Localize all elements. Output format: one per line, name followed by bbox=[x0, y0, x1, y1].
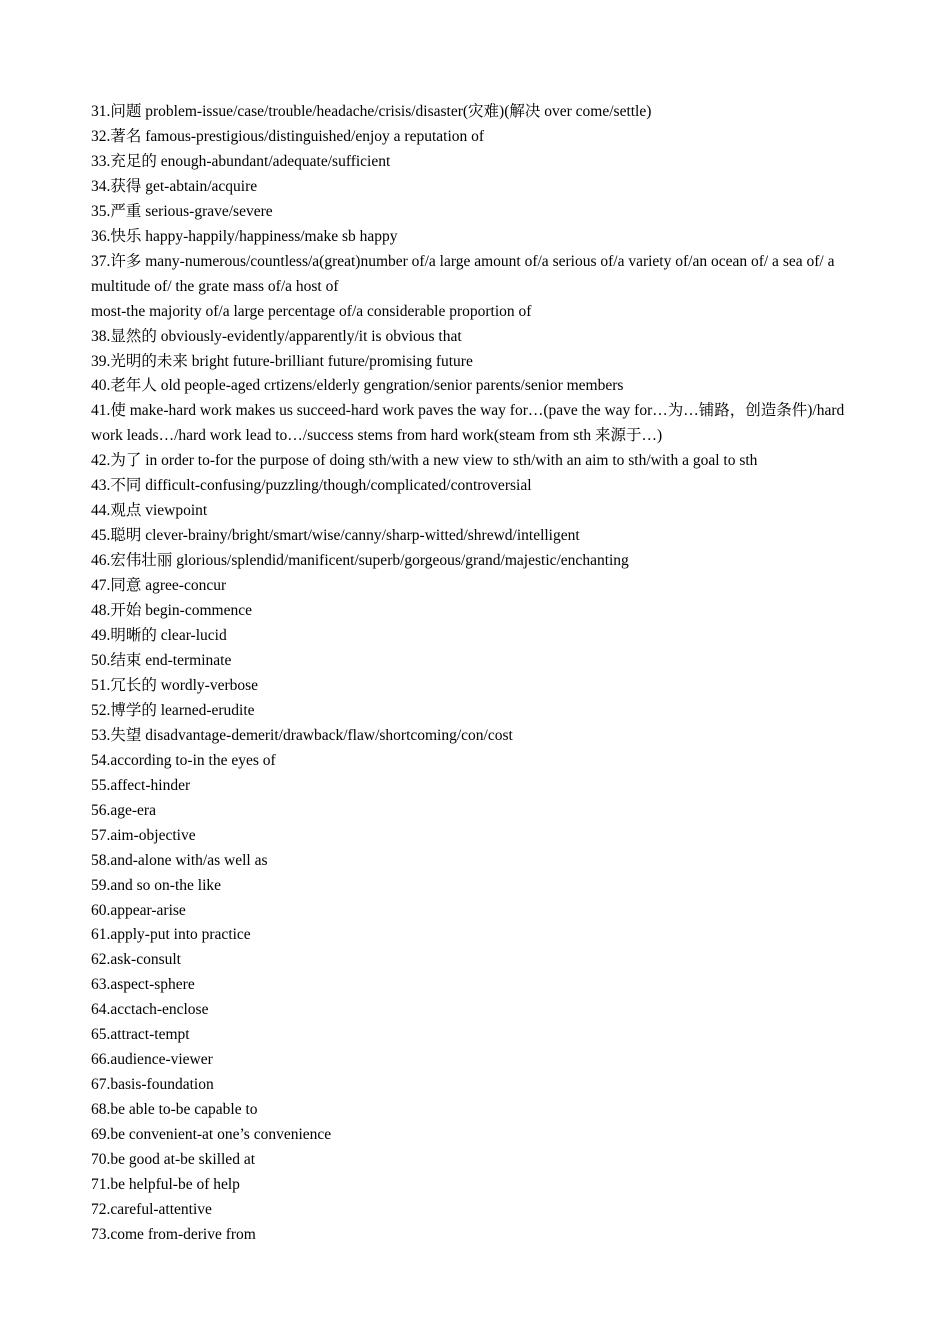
entry-35: 35.严重 serious-grave/severe bbox=[91, 202, 273, 220]
entry-71: 71.be helpful-be of help bbox=[91, 1175, 240, 1193]
entry-46: 46.宏伟壮丽 glorious/splendid/manificent/superb/gorgeous/grand/majestic/enchanting bbox=[91, 552, 629, 570]
entry-63: 63.aspect-sphere bbox=[91, 976, 195, 994]
entry-37-continued: most-the majority of/a large percentage of/a considerable proportion of bbox=[91, 302, 532, 320]
entry-52: 52.博学的 learned-erudite bbox=[91, 701, 255, 719]
entry-39: 39.光明的未来 bright future-brilliant future/promising future bbox=[91, 352, 473, 370]
entry-34: 34.获得 get-abtain/acquire bbox=[91, 177, 258, 195]
entry-51: 51.冗长的 wordly-verbose bbox=[91, 676, 259, 694]
entry-38: 38.显然的 obviously-evidently/apparently/it is obvious that bbox=[91, 327, 462, 345]
entry-58: 58.and-alone with/as well as bbox=[91, 851, 268, 869]
entry-50: 50.结束 end-terminate bbox=[91, 651, 232, 669]
entry-62: 62.ask-consult bbox=[91, 951, 181, 969]
entry-66: 66.audience-viewer bbox=[91, 1051, 213, 1069]
entry-67: 67.basis-foundation bbox=[91, 1076, 214, 1094]
entry-40: 40.老年人 old people-aged crtizens/elderly gengration/senior parents/senior members bbox=[91, 377, 624, 395]
document-page bbox=[91, 100, 871, 1248]
entry-56: 56.age-era bbox=[91, 801, 156, 819]
entry-72: 72.careful-attentive bbox=[91, 1200, 212, 1218]
entry-31: 31.问题 problem-issue/case/trouble/headache/crisis/disaster(灾难)(解决 over come/settle) bbox=[91, 103, 652, 120]
entry-48: 48.开始 begin-commence bbox=[91, 602, 252, 620]
entry-33: 33.充足的 enough-abundant/adequate/sufficient bbox=[91, 152, 391, 170]
entry-32: 32.著名 famous-prestigious/distinguished/enjoy a reputation of bbox=[91, 127, 485, 145]
entry-59: 59.and so on-the like bbox=[91, 876, 222, 894]
entry-55: 55.affect-hinder bbox=[91, 776, 191, 794]
entry-68: 68.be able to-be capable to bbox=[91, 1101, 258, 1119]
entry-53: 53.失望 disadvantage-demerit/drawback/flaw/shortcoming/con/cost bbox=[91, 726, 513, 744]
entry-45: 45.聪明 clever-brainy/bright/smart/wise/canny/sharp-witted/shrewd/intelligent bbox=[91, 527, 580, 545]
entry-42: 42.为了 in order to-for the purpose of doing sth/with a new view to sth/with an aim to sth/with a goal to sth bbox=[91, 452, 758, 470]
entry-44: 44.观点 viewpoint bbox=[91, 502, 208, 520]
entry-61: 61.apply-put into practice bbox=[91, 926, 251, 944]
entry-64: 64.acctach-enclose bbox=[91, 1001, 209, 1019]
entry-37: 37.许多 many-numerous/countless/a(great)number of/a large amount of/a serious of/a variety of/an ocean of/ a sea of/ a multitude of/ the grate mass of/a host of bbox=[91, 252, 835, 295]
entry-36: 36.快乐 happy-happily/happiness/make sb happy bbox=[91, 227, 398, 245]
entry-60: 60.appear-arise bbox=[91, 901, 186, 919]
entry-47: 47.同意 agree-concur bbox=[91, 577, 227, 595]
entry-49: 49.明晰的 clear-lucid bbox=[91, 627, 227, 645]
entry-70: 70.be good at-be skilled at bbox=[91, 1151, 255, 1169]
entry-57: 57.aim-objective bbox=[91, 826, 196, 844]
entry-69: 69.be convenient-at one’s convenience bbox=[91, 1126, 332, 1144]
entry-43: 43.不同 difficult-confusing/puzzling/though/complicated/controversial bbox=[91, 477, 532, 495]
entry-73: 73.come from-derive from bbox=[91, 1225, 256, 1243]
entry-41: 41.使 make-hard work makes us succeed-hard work paves the way for…(pave the way for…为…铺路，创造条件)/hard work leads…/hard work lead to…/success stems from hard work(steam from sth 来源于…) bbox=[91, 402, 845, 445]
entry-54: 54.according to-in the eyes of bbox=[91, 751, 276, 769]
entry-65: 65.attract-tempt bbox=[91, 1026, 190, 1044]
